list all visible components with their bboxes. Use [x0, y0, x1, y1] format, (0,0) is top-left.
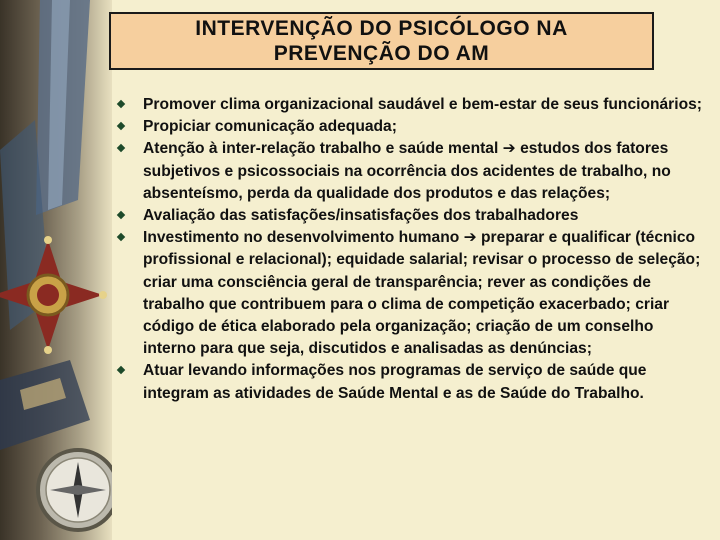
arrow-right-icon: ➔	[502, 140, 516, 158]
diamond-bullet-icon	[117, 366, 125, 374]
bullet-list	[118, 94, 703, 405]
list-item: Atuar levando informações nos programas de serviço de saúde que integram as atividades de Saúde Mental e as de Saúde do Trabalho.	[118, 360, 703, 404]
page-title-line-2: PREVENÇÃO DO AM	[273, 42, 490, 65]
diamond-bullet-icon	[117, 211, 125, 219]
diamond-bullet-icon	[117, 122, 125, 130]
decorative-side-image	[0, 0, 112, 540]
list-item: Avaliação das satisfações/insatisfações dos trabalhadores	[118, 205, 703, 227]
title-box	[109, 12, 654, 70]
diamond-bullet-icon	[117, 100, 125, 108]
arrow-right-icon: ➔	[463, 229, 477, 247]
list-item: Propiciar comunicação adequada;	[118, 116, 703, 138]
list-item: Atenção à inter-relação trabalho e saúde mental ➔ estudos dos fatores subjetivos e psicossociais na ocorrência dos acidentes de trabalho, no absenteísmo, perda da qualidade dos produtos e das relações;	[118, 138, 703, 205]
diamond-bullet-icon	[117, 144, 125, 152]
diamond-bullet-icon	[117, 233, 125, 241]
page-title-line-1: INTERVENÇÃO DO PSICÓLOGO NA	[195, 17, 568, 40]
compass-icon	[38, 450, 112, 530]
list-item: Investimento no desenvolvimento humano ➔ preparar e qualificar (técnico profissional e relacional); equidade salarial; revisar o processo de seleção; criar uma consciência geral de transparência; rever as condições de trabalho que contribuem para o clima de competição exacerbado; criar código de ética elaborado pela organização; criação de um conselho interno para que seja, discutidos e analisadas as denúncias;	[118, 227, 703, 360]
list-item: Promover clima organizacional saudável e bem-estar de seus funcionários;	[118, 94, 703, 116]
